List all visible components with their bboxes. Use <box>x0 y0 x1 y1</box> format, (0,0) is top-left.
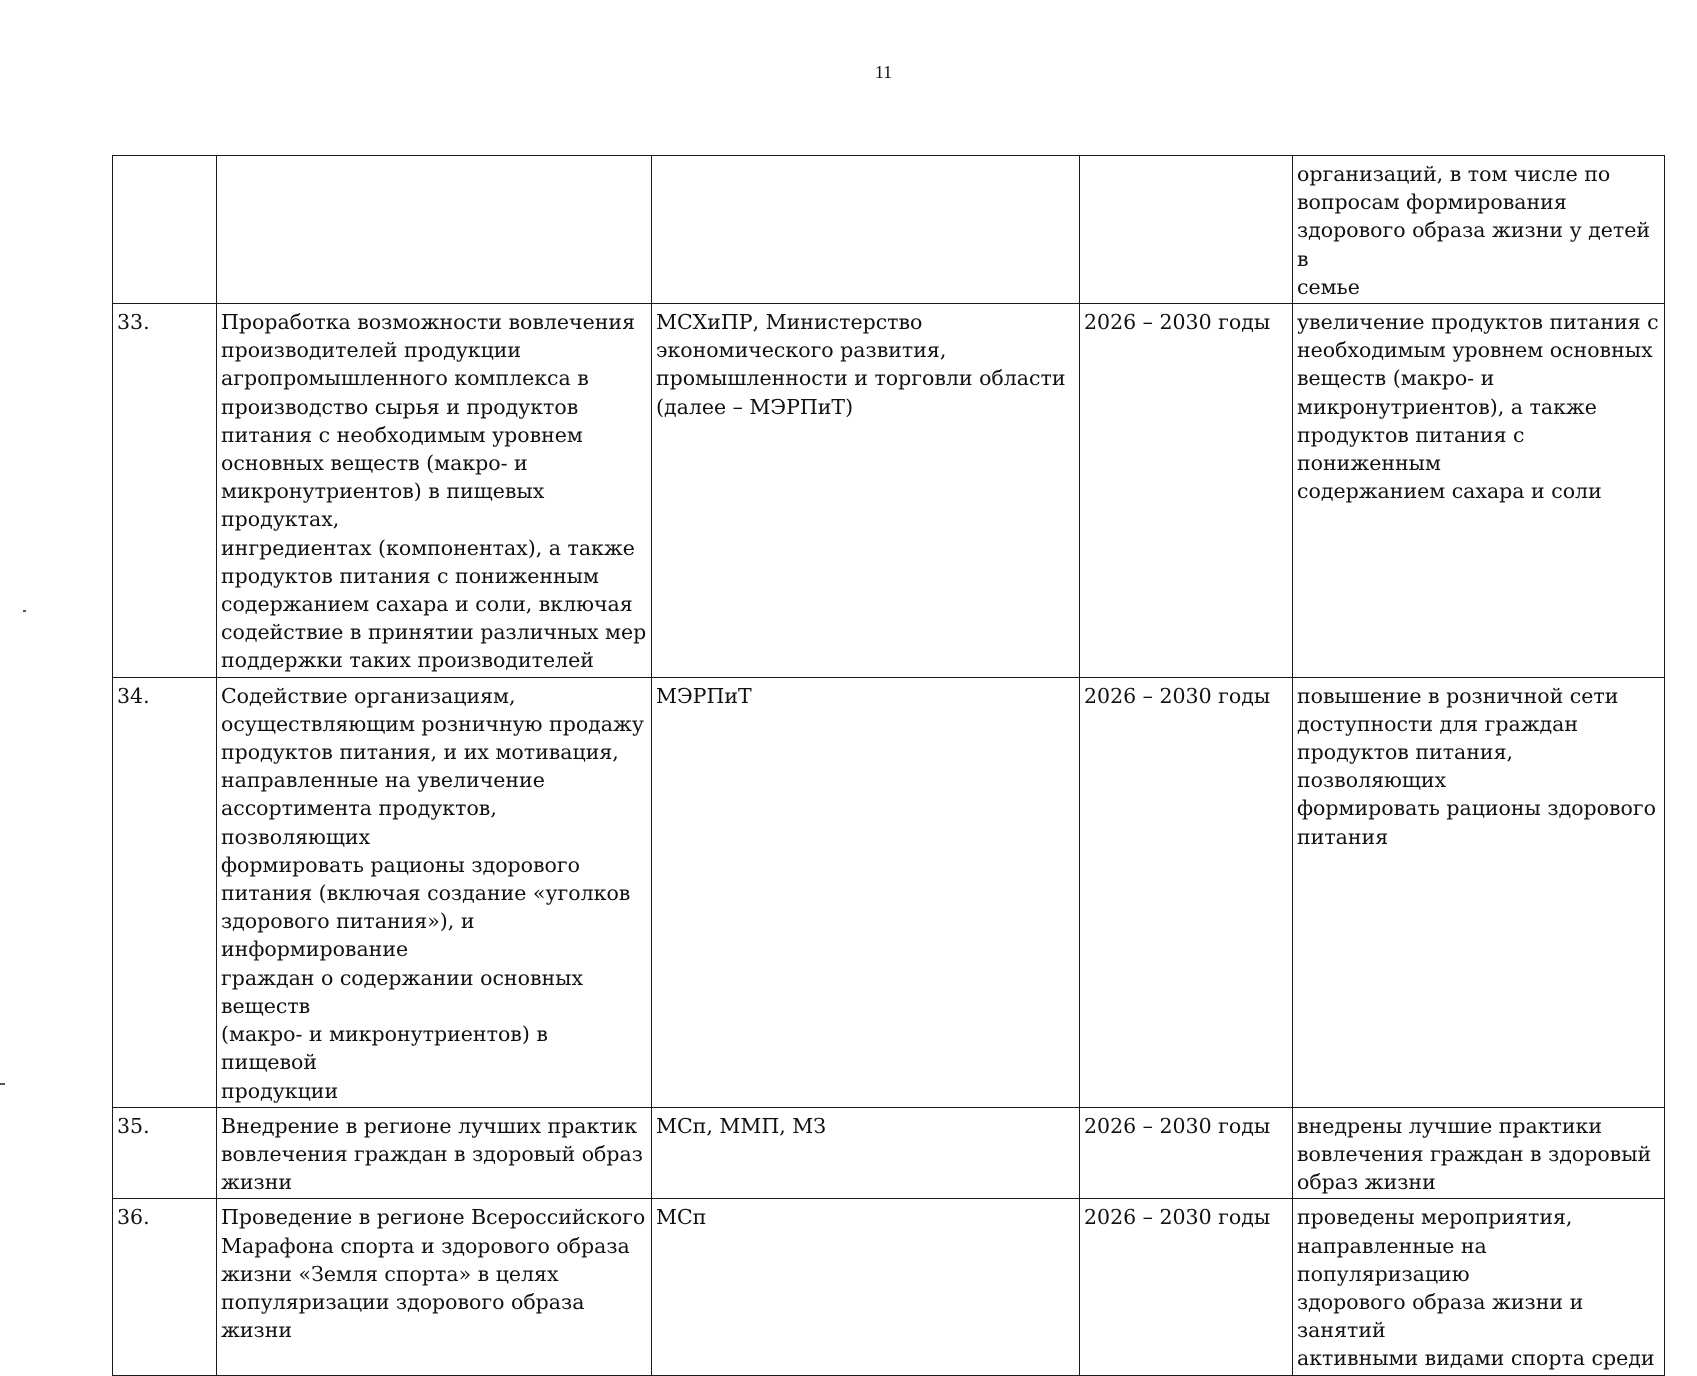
margin-mark <box>23 610 26 612</box>
result-cell: организаций, в том числе по вопросам формирования здорового образа жизни у детей в семье <box>1293 156 1665 304</box>
task-cell: Проработка возможности вовлечения производителей продукции агропромышленного комплекса в производство сырья и продуктов питания с необходимым уровнем основных веществ (макро- и микронутриентов) в пищевых продуктах, ингредиентах (компонентах), а также продуктов питания с пониженным содержанием сахара и соли, включая содействие в принятии различных мер поддержки таких производителей <box>217 304 652 678</box>
task-cell <box>217 156 652 304</box>
period-cell: 2026 – 2030 годы <box>1080 677 1293 1107</box>
executors-cell: МСп <box>652 1199 1080 1375</box>
period-cell <box>1080 156 1293 304</box>
executors-cell: МЭРПиТ <box>652 677 1080 1107</box>
row-number-cell: 35. <box>113 1107 217 1199</box>
executors-cell: МСп, ММП, МЗ <box>652 1107 1080 1199</box>
margin-mark <box>0 1083 5 1085</box>
result-cell: повышение в розничной сети доступности для граждан продуктов питания, позволяющих формировать рационы здорового питания <box>1293 677 1665 1107</box>
task-cell: Содействие организациям, осуществляющим розничную продажу продуктов питания, и их мотивация, направленные на увеличение ассортимента продуктов, позволяющих формировать рационы здорового питания (включая создание «уголков здорового питания»), и информирование граждан о содержании основных веществ (макро- и микронутриентов) в пищевой продукции <box>217 677 652 1107</box>
executors-cell <box>652 156 1080 304</box>
table-row <box>113 1107 1665 1199</box>
table-row <box>113 304 1665 678</box>
table-row <box>113 677 1665 1107</box>
table-row <box>113 1199 1665 1375</box>
row-number-cell <box>113 156 217 304</box>
task-cell: Проведение в регионе Всероссийского Марафона спорта и здорового образа жизни «Земля спорта» в целях популяризации здорового образа жизни <box>217 1199 652 1375</box>
row-number-cell: 33. <box>113 304 217 678</box>
result-cell: увеличение продуктов питания с необходимым уровнем основных веществ (макро- и микронутриентов), а также продуктов питания с пониженным содержанием сахара и соли <box>1293 304 1665 678</box>
task-cell: Внедрение в регионе лучших практик вовлечения граждан в здоровый образ жизни <box>217 1107 652 1199</box>
executors-cell: МСХиПР, Министерство экономического развития, промышленности и торговли области (далее – МЭРПиТ) <box>652 304 1080 678</box>
period-cell: 2026 – 2030 годы <box>1080 1199 1293 1375</box>
table-row-continuation <box>113 156 1665 304</box>
period-cell: 2026 – 2030 годы <box>1080 304 1293 678</box>
row-number-cell: 34. <box>113 677 217 1107</box>
period-cell: 2026 – 2030 годы <box>1080 1107 1293 1199</box>
result-cell: проведены мероприятия, направленные на популяризацию здорового образа жизни и занятий активными видами спорта среди <box>1293 1199 1665 1375</box>
measures-table <box>112 155 1665 1376</box>
row-number-cell: 36. <box>113 1199 217 1375</box>
page-number: 11 <box>874 62 893 82</box>
result-cell: внедрены лучшие практики вовлечения граждан в здоровый образ жизни <box>1293 1107 1665 1199</box>
